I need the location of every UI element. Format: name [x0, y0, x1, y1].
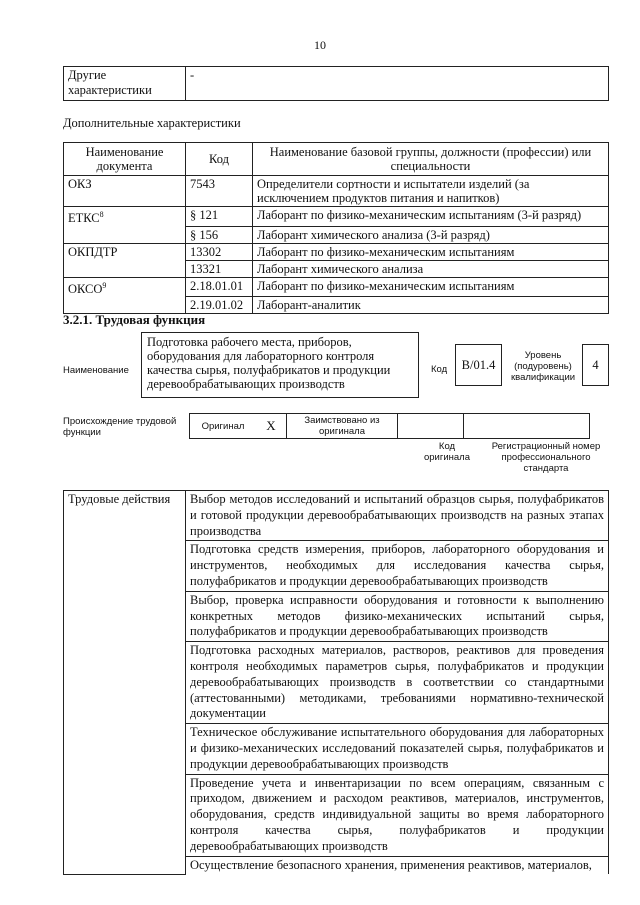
header-group-name: Наименование базовой группы, должности (профессии) или специальности [253, 143, 609, 176]
original-label: Оригинал [190, 414, 257, 439]
reg-number-cell [464, 414, 590, 439]
code-label: Код [431, 364, 448, 375]
level-label: Уровень (подуровень) квалификации [511, 350, 576, 383]
origin-code-cell [398, 414, 464, 439]
header-code: Код [186, 143, 253, 176]
doc-okso: ОКСО$^9$ [64, 277, 186, 297]
table-row [64, 207, 609, 227]
doc-etks: ЕТКС$^8$ [64, 207, 186, 227]
doc-etks-cont [64, 226, 186, 243]
borrowed-label: Заимствовано из оригинала [287, 414, 398, 439]
reg-number-label: Регистрационный номер профессионального стандарта [491, 441, 601, 474]
header-doc-name: Наименование документа [64, 143, 186, 176]
origin-code-label: Код оригинала [423, 441, 470, 463]
additional-characteristics-table [63, 142, 609, 314]
name-label: Наименование [63, 365, 129, 376]
code-cell: § 121 [186, 207, 253, 227]
original-mark: X [256, 414, 287, 439]
doc-okpdtr-cont [64, 260, 186, 277]
labour-actions-label: Трудовые действия [64, 491, 186, 875]
name-cell: Лаборант по физико-механическим испытаниям (3-й разряд) [253, 207, 609, 227]
other-characteristics-value: - [186, 67, 609, 101]
code-value: B/01.4 [455, 344, 502, 386]
doc-okpdtr: ОКПДТР [64, 243, 186, 260]
labour-action-item: Выбор, проверка исправности оборудования и готовности к выполнению конкретных методов физико-механических испытаний сырья, полуфабрикатов и продукции деревообрабатывающих производств [186, 591, 609, 641]
table-row [64, 260, 609, 277]
labour-actions-table [63, 490, 609, 875]
page-number: 10 [314, 38, 326, 52]
name-cell: Определители сортности и испытатели изделий (за исключением продуктов питания и напитков) [253, 176, 609, 207]
table-row [64, 243, 609, 260]
name-cell: Лаборант химического анализа (3-й разряд) [253, 226, 609, 243]
table-row [64, 226, 609, 243]
name-cell: Лаборант-аналитик [253, 297, 609, 314]
doc-okz: ОКЗ [64, 176, 186, 207]
labour-action-item: Осуществление безопасного хранения, применения реактивов, материалов, [186, 856, 609, 874]
code-cell: 13321 [186, 260, 253, 277]
labour-action-item: Подготовка расходных материалов, растворов, реактивов для проведения контроля необходимых параметров сырья, полуфабрикатов и продукции деревообрабатывающих производств в соответствии со стандартными (аттестованными) методиками, требованиями нормативно-технической документации [186, 642, 609, 724]
other-characteristics-label: Другие характеристики [64, 67, 186, 101]
other-characteristics-table [63, 66, 609, 101]
table-row [64, 176, 609, 207]
labour-function-name: Подготовка рабочего места, приборов, оборудования для лабораторного контроля качества сырья, полуфабрикатов и продукции деревообрабатывающих производств [141, 332, 419, 398]
code-cell: § 156 [186, 226, 253, 243]
name-cell: Лаборант химического анализа [253, 260, 609, 277]
level-value: 4 [582, 344, 609, 386]
name-cell: Лаборант по физико-механическим испытаниям [253, 277, 609, 297]
code-cell: 7543 [186, 176, 253, 207]
additional-characteristics-heading: Дополнительные характеристики [63, 116, 241, 130]
labour-action-item: Проведение учета и инвентаризации по всем операциям, связанным с приходом, движением и расходом реактивов, материалов, инструментов, оборудования, средств индивидуальной защиты во время лабораторного контроля качества сырья, полуфабрикатов и продукции деревообрабатывающих производств [186, 774, 609, 856]
labour-action-item: Техническое обслуживание испытательного оборудования для лабораторных и физико-механических исследований показателей сырья, полуфабрикатов и продукции деревообрабатывающих производств [186, 724, 609, 774]
origin-table [189, 413, 590, 439]
labour-action-item: Подготовка средств измерения, приборов, лабораторного оборудования и инструментов, необходимых для исследования качества сырья, полуфабрикатов и продукции деревообрабатывающих производств [186, 541, 609, 591]
labour-action-item: Выбор методов исследований и испытаний образцов сырья, полуфабрикатов и готовой продукции деревообрабатывающих производств на разных этапах производства [186, 491, 609, 541]
code-cell: 2.19.01.02 [186, 297, 253, 314]
table-row [64, 491, 609, 541]
code-cell: 2.18.01.01 [186, 277, 253, 297]
name-cell: Лаборант по физико-механическим испытаниям [253, 243, 609, 260]
labour-function-heading: 3.2.1. Трудовая функция [63, 312, 206, 327]
origin-label: Происхождение трудовой функции [63, 416, 177, 438]
code-cell: 13302 [186, 243, 253, 260]
table-row [64, 277, 609, 297]
